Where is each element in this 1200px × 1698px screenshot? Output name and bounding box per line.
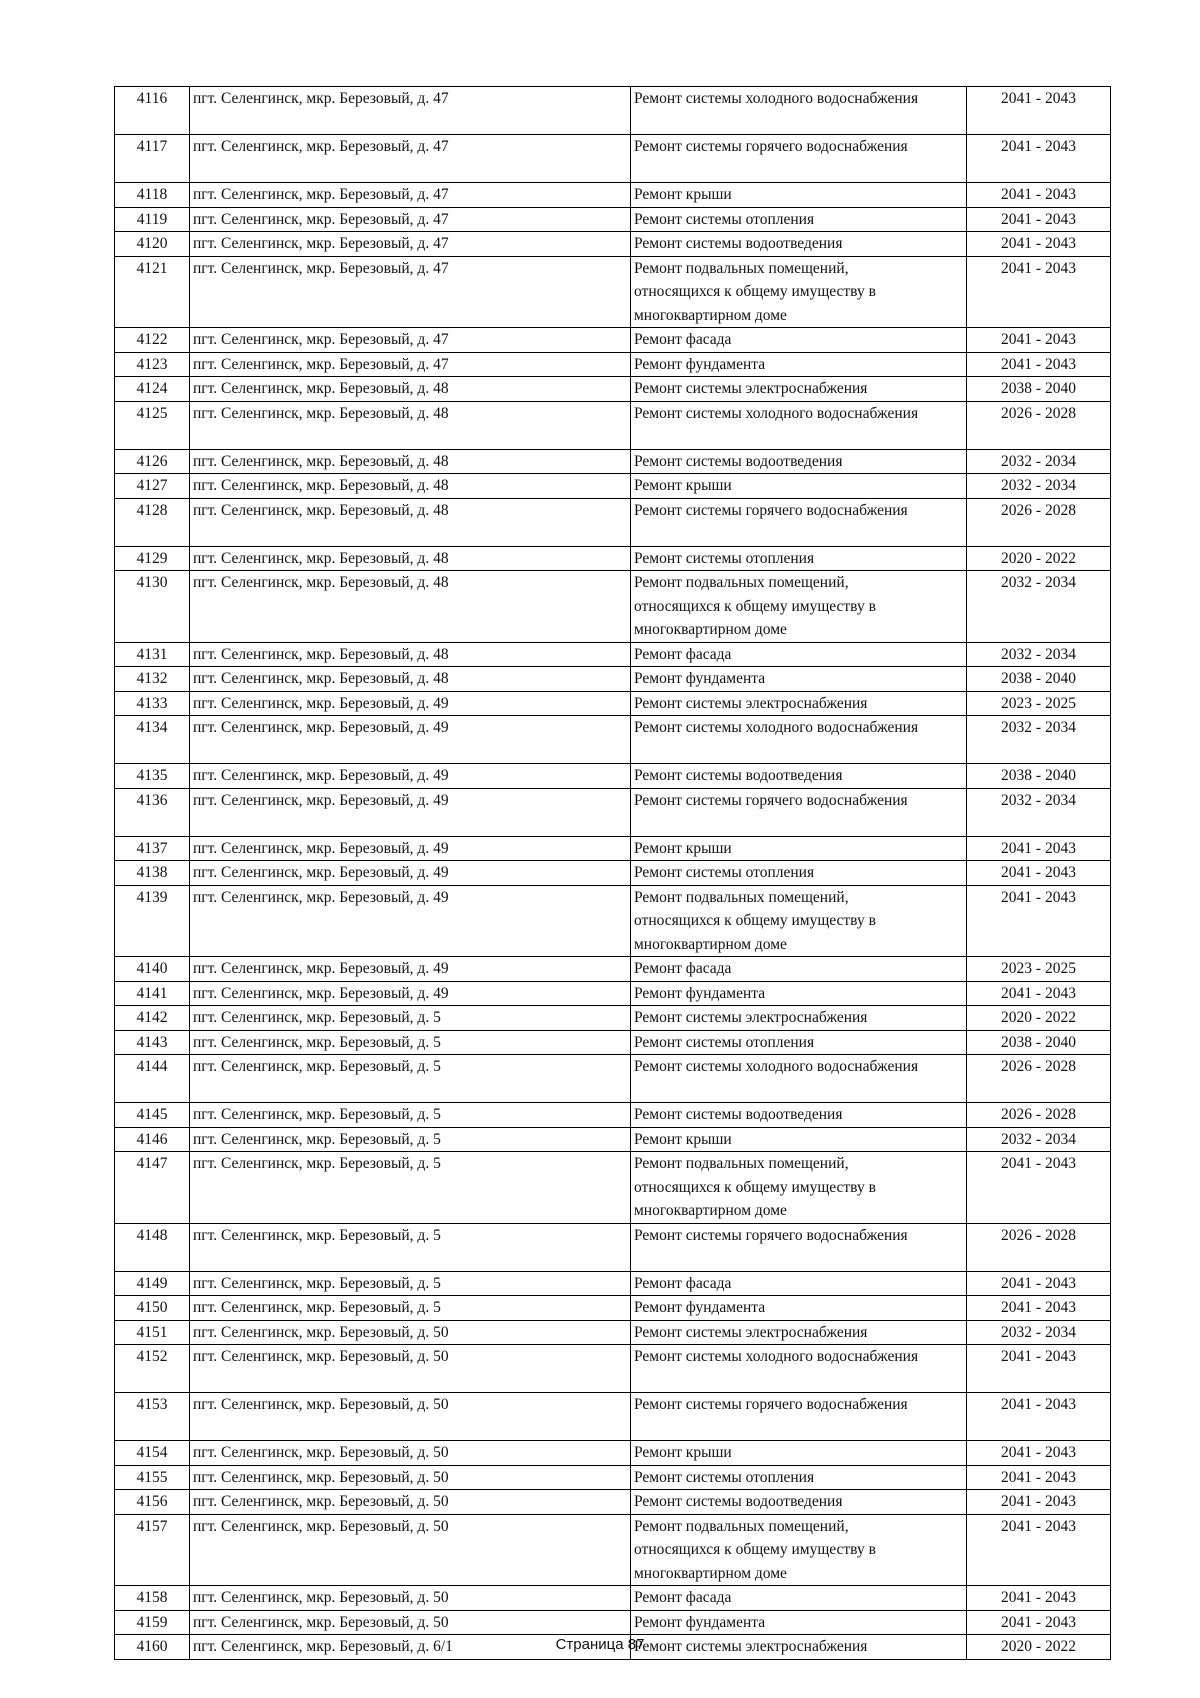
table-row (115, 183, 1111, 208)
row-address: пгт. Селенгинск, мкр. Березовый, д. 5 (190, 1030, 631, 1055)
row-work-type: Ремонт системы водоотведения (631, 232, 967, 257)
table-row (115, 1441, 1111, 1466)
row-work-type: Ремонт крыши (631, 1441, 967, 1466)
row-work-type: Ремонт подвальных помещений, относящихся к общему имуществу в многоквартирном доме (631, 1514, 967, 1586)
row-address: пгт. Селенгинск, мкр. Березовый, д. 49 (190, 788, 631, 836)
row-number: 4134 (115, 716, 190, 764)
row-work-type: Ремонт подвальных помещений, относящихся к общему имуществу в многоквартирном доме (631, 1152, 967, 1224)
row-period: 2041 - 2043 (967, 836, 1111, 861)
row-work-type: Ремонт фасада (631, 957, 967, 982)
table-row (115, 207, 1111, 232)
table-row (115, 1586, 1111, 1611)
row-period: 2041 - 2043 (967, 861, 1111, 886)
row-address: пгт. Селенгинск, мкр. Березовый, д. 49 (190, 981, 631, 1006)
row-number: 4140 (115, 957, 190, 982)
row-work-type: Ремонт системы водоотведения (631, 764, 967, 789)
row-period: 2038 - 2040 (967, 1030, 1111, 1055)
table-row (115, 981, 1111, 1006)
row-work-type: Ремонт крыши (631, 836, 967, 861)
row-address: пгт. Селенгинск, мкр. Березовый, д. 49 (190, 861, 631, 886)
row-number: 4120 (115, 232, 190, 257)
row-period: 2026 - 2028 (967, 1103, 1111, 1128)
row-work-type: Ремонт системы электроснабжения (631, 691, 967, 716)
table-row (115, 642, 1111, 667)
row-work-type: Ремонт системы отопления (631, 1465, 967, 1490)
row-period: 2026 - 2028 (967, 1223, 1111, 1271)
row-period: 2041 - 2043 (967, 232, 1111, 257)
table-row (115, 1030, 1111, 1055)
row-number: 4118 (115, 183, 190, 208)
row-period: 2041 - 2043 (967, 1271, 1111, 1296)
row-work-type: Ремонт фасада (631, 642, 967, 667)
row-address: пгт. Селенгинск, мкр. Березовый, д. 50 (190, 1345, 631, 1393)
row-work-type: Ремонт подвальных помещений, относящихся к общему имуществу в многоквартирном доме (631, 571, 967, 643)
table-row (115, 474, 1111, 499)
row-address: пгт. Селенгинск, мкр. Березовый, д. 49 (190, 836, 631, 861)
row-address: пгт. Селенгинск, мкр. Березовый, д. 48 (190, 571, 631, 643)
row-period: 2032 - 2034 (967, 716, 1111, 764)
row-address: пгт. Селенгинск, мкр. Березовый, д. 50 (190, 1610, 631, 1635)
row-period: 2026 - 2028 (967, 401, 1111, 449)
row-period: 2041 - 2043 (967, 1586, 1111, 1611)
row-period: 2020 - 2022 (967, 1635, 1111, 1660)
row-address: пгт. Селенгинск, мкр. Березовый, д. 50 (190, 1441, 631, 1466)
row-address: пгт. Селенгинск, мкр. Березовый, д. 47 (190, 87, 631, 135)
row-address: пгт. Селенгинск, мкр. Березовый, д. 5 (190, 1127, 631, 1152)
row-address: пгт. Селенгинск, мкр. Березовый, д. 47 (190, 183, 631, 208)
row-number: 4151 (115, 1320, 190, 1345)
row-work-type: Ремонт системы водоотведения (631, 1103, 967, 1128)
row-address: пгт. Селенгинск, мкр. Березовый, д. 47 (190, 328, 631, 353)
row-work-type: Ремонт системы отопления (631, 1030, 967, 1055)
row-address: пгт. Селенгинск, мкр. Березовый, д. 47 (190, 232, 631, 257)
row-period: 2038 - 2040 (967, 377, 1111, 402)
repair-schedule-table (114, 86, 1111, 1660)
row-number: 4159 (115, 1610, 190, 1635)
table-row (115, 1465, 1111, 1490)
row-address: пгт. Селенгинск, мкр. Березовый, д. 50 (190, 1514, 631, 1586)
row-period: 2041 - 2043 (967, 1441, 1111, 1466)
table-row (115, 352, 1111, 377)
row-work-type: Ремонт системы горячего водоснабжения (631, 788, 967, 836)
table-row (115, 401, 1111, 449)
row-address: пгт. Селенгинск, мкр. Березовый, д. 48 (190, 377, 631, 402)
row-period: 2041 - 2043 (967, 981, 1111, 1006)
row-number: 4124 (115, 377, 190, 402)
row-period: 2032 - 2034 (967, 1320, 1111, 1345)
table-row (115, 1490, 1111, 1515)
table-row (115, 328, 1111, 353)
row-work-type: Ремонт крыши (631, 1127, 967, 1152)
row-work-type: Ремонт системы электроснабжения (631, 1635, 967, 1660)
row-period: 2041 - 2043 (967, 328, 1111, 353)
row-number: 4142 (115, 1006, 190, 1031)
table-row (115, 546, 1111, 571)
table-row (115, 836, 1111, 861)
row-work-type: Ремонт системы холодного водоснабжения (631, 87, 967, 135)
row-work-type: Ремонт фасада (631, 1271, 967, 1296)
row-number: 4146 (115, 1127, 190, 1152)
row-work-type: Ремонт системы горячего водоснабжения (631, 498, 967, 546)
table-row (115, 667, 1111, 692)
row-address: пгт. Селенгинск, мкр. Березовый, д. 6/1 (190, 1635, 631, 1660)
row-number: 4158 (115, 1586, 190, 1611)
table-row (115, 764, 1111, 789)
row-work-type: Ремонт подвальных помещений, относящихся к общему имуществу в многоквартирном доме (631, 256, 967, 328)
table-row (115, 957, 1111, 982)
row-number: 4135 (115, 764, 190, 789)
table-row (115, 1271, 1111, 1296)
row-work-type: Ремонт системы отопления (631, 546, 967, 571)
row-number: 4150 (115, 1296, 190, 1321)
row-work-type: Ремонт подвальных помещений, относящихся к общему имуществу в многоквартирном доме (631, 885, 967, 957)
row-number: 4123 (115, 352, 190, 377)
row-address: пгт. Селенгинск, мкр. Березовый, д. 47 (190, 135, 631, 183)
row-number: 4131 (115, 642, 190, 667)
row-work-type: Ремонт фундамента (631, 352, 967, 377)
table-row (115, 1610, 1111, 1635)
row-number: 4139 (115, 885, 190, 957)
row-work-type: Ремонт системы горячего водоснабжения (631, 135, 967, 183)
table-row (115, 571, 1111, 643)
row-period: 2041 - 2043 (967, 183, 1111, 208)
table-row (115, 135, 1111, 183)
row-address: пгт. Селенгинск, мкр. Березовый, д. 48 (190, 498, 631, 546)
table-row (115, 1320, 1111, 1345)
table-row (115, 232, 1111, 257)
row-number: 4154 (115, 1441, 190, 1466)
row-work-type: Ремонт крыши (631, 183, 967, 208)
table-row (115, 861, 1111, 886)
row-address: пгт. Селенгинск, мкр. Березовый, д. 5 (190, 1296, 631, 1321)
row-address: пгт. Селенгинск, мкр. Березовый, д. 49 (190, 716, 631, 764)
row-work-type: Ремонт системы горячего водоснабжения (631, 1393, 967, 1441)
row-period: 2023 - 2025 (967, 691, 1111, 716)
row-work-type: Ремонт системы холодного водоснабжения (631, 1055, 967, 1103)
row-period: 2032 - 2034 (967, 449, 1111, 474)
row-number: 4128 (115, 498, 190, 546)
row-period: 2041 - 2043 (967, 1345, 1111, 1393)
row-number: 4145 (115, 1103, 190, 1128)
row-period: 2032 - 2034 (967, 571, 1111, 643)
row-number: 4149 (115, 1271, 190, 1296)
row-period: 2041 - 2043 (967, 256, 1111, 328)
table-row (115, 256, 1111, 328)
row-address: пгт. Селенгинск, мкр. Березовый, д. 5 (190, 1103, 631, 1128)
row-work-type: Ремонт системы холодного водоснабжения (631, 401, 967, 449)
table-row (115, 716, 1111, 764)
row-address: пгт. Селенгинск, мкр. Березовый, д. 48 (190, 546, 631, 571)
row-work-type: Ремонт системы водоотведения (631, 1490, 967, 1515)
row-work-type: Ремонт фасада (631, 328, 967, 353)
row-address: пгт. Селенгинск, мкр. Березовый, д. 50 (190, 1393, 631, 1441)
row-work-type: Ремонт фундамента (631, 1296, 967, 1321)
table-row (115, 1393, 1111, 1441)
row-number: 4141 (115, 981, 190, 1006)
row-number: 4122 (115, 328, 190, 353)
page-number: Страница 87 (555, 1636, 645, 1653)
row-period: 2041 - 2043 (967, 1393, 1111, 1441)
row-period: 2026 - 2028 (967, 498, 1111, 546)
table-row (115, 1127, 1111, 1152)
row-number: 4156 (115, 1490, 190, 1515)
row-number: 4116 (115, 87, 190, 135)
row-work-type: Ремонт системы отопления (631, 861, 967, 886)
row-number: 4152 (115, 1345, 190, 1393)
row-number: 4144 (115, 1055, 190, 1103)
row-period: 2041 - 2043 (967, 135, 1111, 183)
row-address: пгт. Селенгинск, мкр. Березовый, д. 5 (190, 1055, 631, 1103)
row-number: 4137 (115, 836, 190, 861)
row-address: пгт. Селенгинск, мкр. Березовый, д. 5 (190, 1006, 631, 1031)
row-number: 4147 (115, 1152, 190, 1224)
row-number: 4126 (115, 449, 190, 474)
row-work-type: Ремонт системы горячего водоснабжения (631, 1223, 967, 1271)
row-period: 2041 - 2043 (967, 1490, 1111, 1515)
row-period: 2041 - 2043 (967, 1152, 1111, 1224)
row-period: 2032 - 2034 (967, 788, 1111, 836)
row-number: 4155 (115, 1465, 190, 1490)
row-period: 2041 - 2043 (967, 1514, 1111, 1586)
row-address: пгт. Селенгинск, мкр. Березовый, д. 50 (190, 1586, 631, 1611)
table-row (115, 1296, 1111, 1321)
row-number: 4121 (115, 256, 190, 328)
table-row (115, 1055, 1111, 1103)
table-row (115, 498, 1111, 546)
row-period: 2041 - 2043 (967, 1610, 1111, 1635)
row-work-type: Ремонт системы электроснабжения (631, 1320, 967, 1345)
row-period: 2041 - 2043 (967, 352, 1111, 377)
row-number: 4132 (115, 667, 190, 692)
row-period: 2032 - 2034 (967, 642, 1111, 667)
row-number: 4138 (115, 861, 190, 886)
row-period: 2041 - 2043 (967, 207, 1111, 232)
row-address: пгт. Селенгинск, мкр. Березовый, д. 47 (190, 352, 631, 377)
table-row (115, 691, 1111, 716)
row-work-type: Ремонт системы электроснабжения (631, 1006, 967, 1031)
row-number: 4127 (115, 474, 190, 499)
row-period: 2038 - 2040 (967, 764, 1111, 789)
row-address: пгт. Селенгинск, мкр. Березовый, д. 48 (190, 401, 631, 449)
row-period: 2032 - 2034 (967, 1127, 1111, 1152)
table-row (115, 1223, 1111, 1271)
row-address: пгт. Селенгинск, мкр. Березовый, д. 5 (190, 1152, 631, 1224)
row-period: 2023 - 2025 (967, 957, 1111, 982)
row-address: пгт. Селенгинск, мкр. Березовый, д. 47 (190, 256, 631, 328)
row-address: пгт. Селенгинск, мкр. Березовый, д. 50 (190, 1465, 631, 1490)
row-period: 2041 - 2043 (967, 1465, 1111, 1490)
row-number: 4153 (115, 1393, 190, 1441)
row-address: пгт. Селенгинск, мкр. Березовый, д. 50 (190, 1490, 631, 1515)
row-number: 4129 (115, 546, 190, 571)
row-number: 4157 (115, 1514, 190, 1586)
row-period: 2041 - 2043 (967, 87, 1111, 135)
row-address: пгт. Селенгинск, мкр. Березовый, д. 49 (190, 957, 631, 982)
table-row (115, 1006, 1111, 1031)
table-row (115, 1345, 1111, 1393)
row-address: пгт. Селенгинск, мкр. Березовый, д. 49 (190, 885, 631, 957)
row-period: 2032 - 2034 (967, 474, 1111, 499)
table-body (115, 87, 1111, 1660)
row-period: 2038 - 2040 (967, 667, 1111, 692)
table-row (115, 1152, 1111, 1224)
row-period: 2020 - 2022 (967, 1006, 1111, 1031)
row-address: пгт. Селенгинск, мкр. Березовый, д. 49 (190, 764, 631, 789)
row-period: 2026 - 2028 (967, 1055, 1111, 1103)
row-address: пгт. Селенгинск, мкр. Березовый, д. 47 (190, 207, 631, 232)
row-address: пгт. Селенгинск, мкр. Березовый, д. 48 (190, 642, 631, 667)
row-period: 2041 - 2043 (967, 885, 1111, 957)
table-row (115, 1514, 1111, 1586)
table-row (115, 449, 1111, 474)
table-row (115, 377, 1111, 402)
table-row (115, 788, 1111, 836)
row-period: 2020 - 2022 (967, 546, 1111, 571)
row-number: 4125 (115, 401, 190, 449)
row-work-type: Ремонт крыши (631, 474, 967, 499)
row-address: пгт. Селенгинск, мкр. Березовый, д. 5 (190, 1223, 631, 1271)
row-work-type: Ремонт системы холодного водоснабжения (631, 1345, 967, 1393)
row-number: 4119 (115, 207, 190, 232)
table-row (115, 1103, 1111, 1128)
row-number: 4133 (115, 691, 190, 716)
row-number: 4148 (115, 1223, 190, 1271)
row-number: 4160 (115, 1635, 190, 1660)
row-period: 2041 - 2043 (967, 1296, 1111, 1321)
table-row (115, 885, 1111, 957)
row-number: 4143 (115, 1030, 190, 1055)
row-work-type: Ремонт системы холодного водоснабжения (631, 716, 967, 764)
row-work-type: Ремонт системы отопления (631, 207, 967, 232)
row-work-type: Ремонт фундамента (631, 1610, 967, 1635)
row-address: пгт. Селенгинск, мкр. Березовый, д. 48 (190, 474, 631, 499)
row-address: пгт. Селенгинск, мкр. Березовый, д. 50 (190, 1320, 631, 1345)
row-work-type: Ремонт фундамента (631, 981, 967, 1006)
row-address: пгт. Селенгинск, мкр. Березовый, д. 5 (190, 1271, 631, 1296)
row-number: 4117 (115, 135, 190, 183)
row-number: 4136 (115, 788, 190, 836)
row-work-type: Ремонт системы водоотведения (631, 449, 967, 474)
table-row (115, 87, 1111, 135)
row-address: пгт. Селенгинск, мкр. Березовый, д. 48 (190, 667, 631, 692)
row-work-type: Ремонт фасада (631, 1586, 967, 1611)
row-work-type: Ремонт системы электроснабжения (631, 377, 967, 402)
row-work-type: Ремонт фундамента (631, 667, 967, 692)
row-address: пгт. Селенгинск, мкр. Березовый, д. 48 (190, 449, 631, 474)
row-number: 4130 (115, 571, 190, 643)
row-address: пгт. Селенгинск, мкр. Березовый, д. 49 (190, 691, 631, 716)
